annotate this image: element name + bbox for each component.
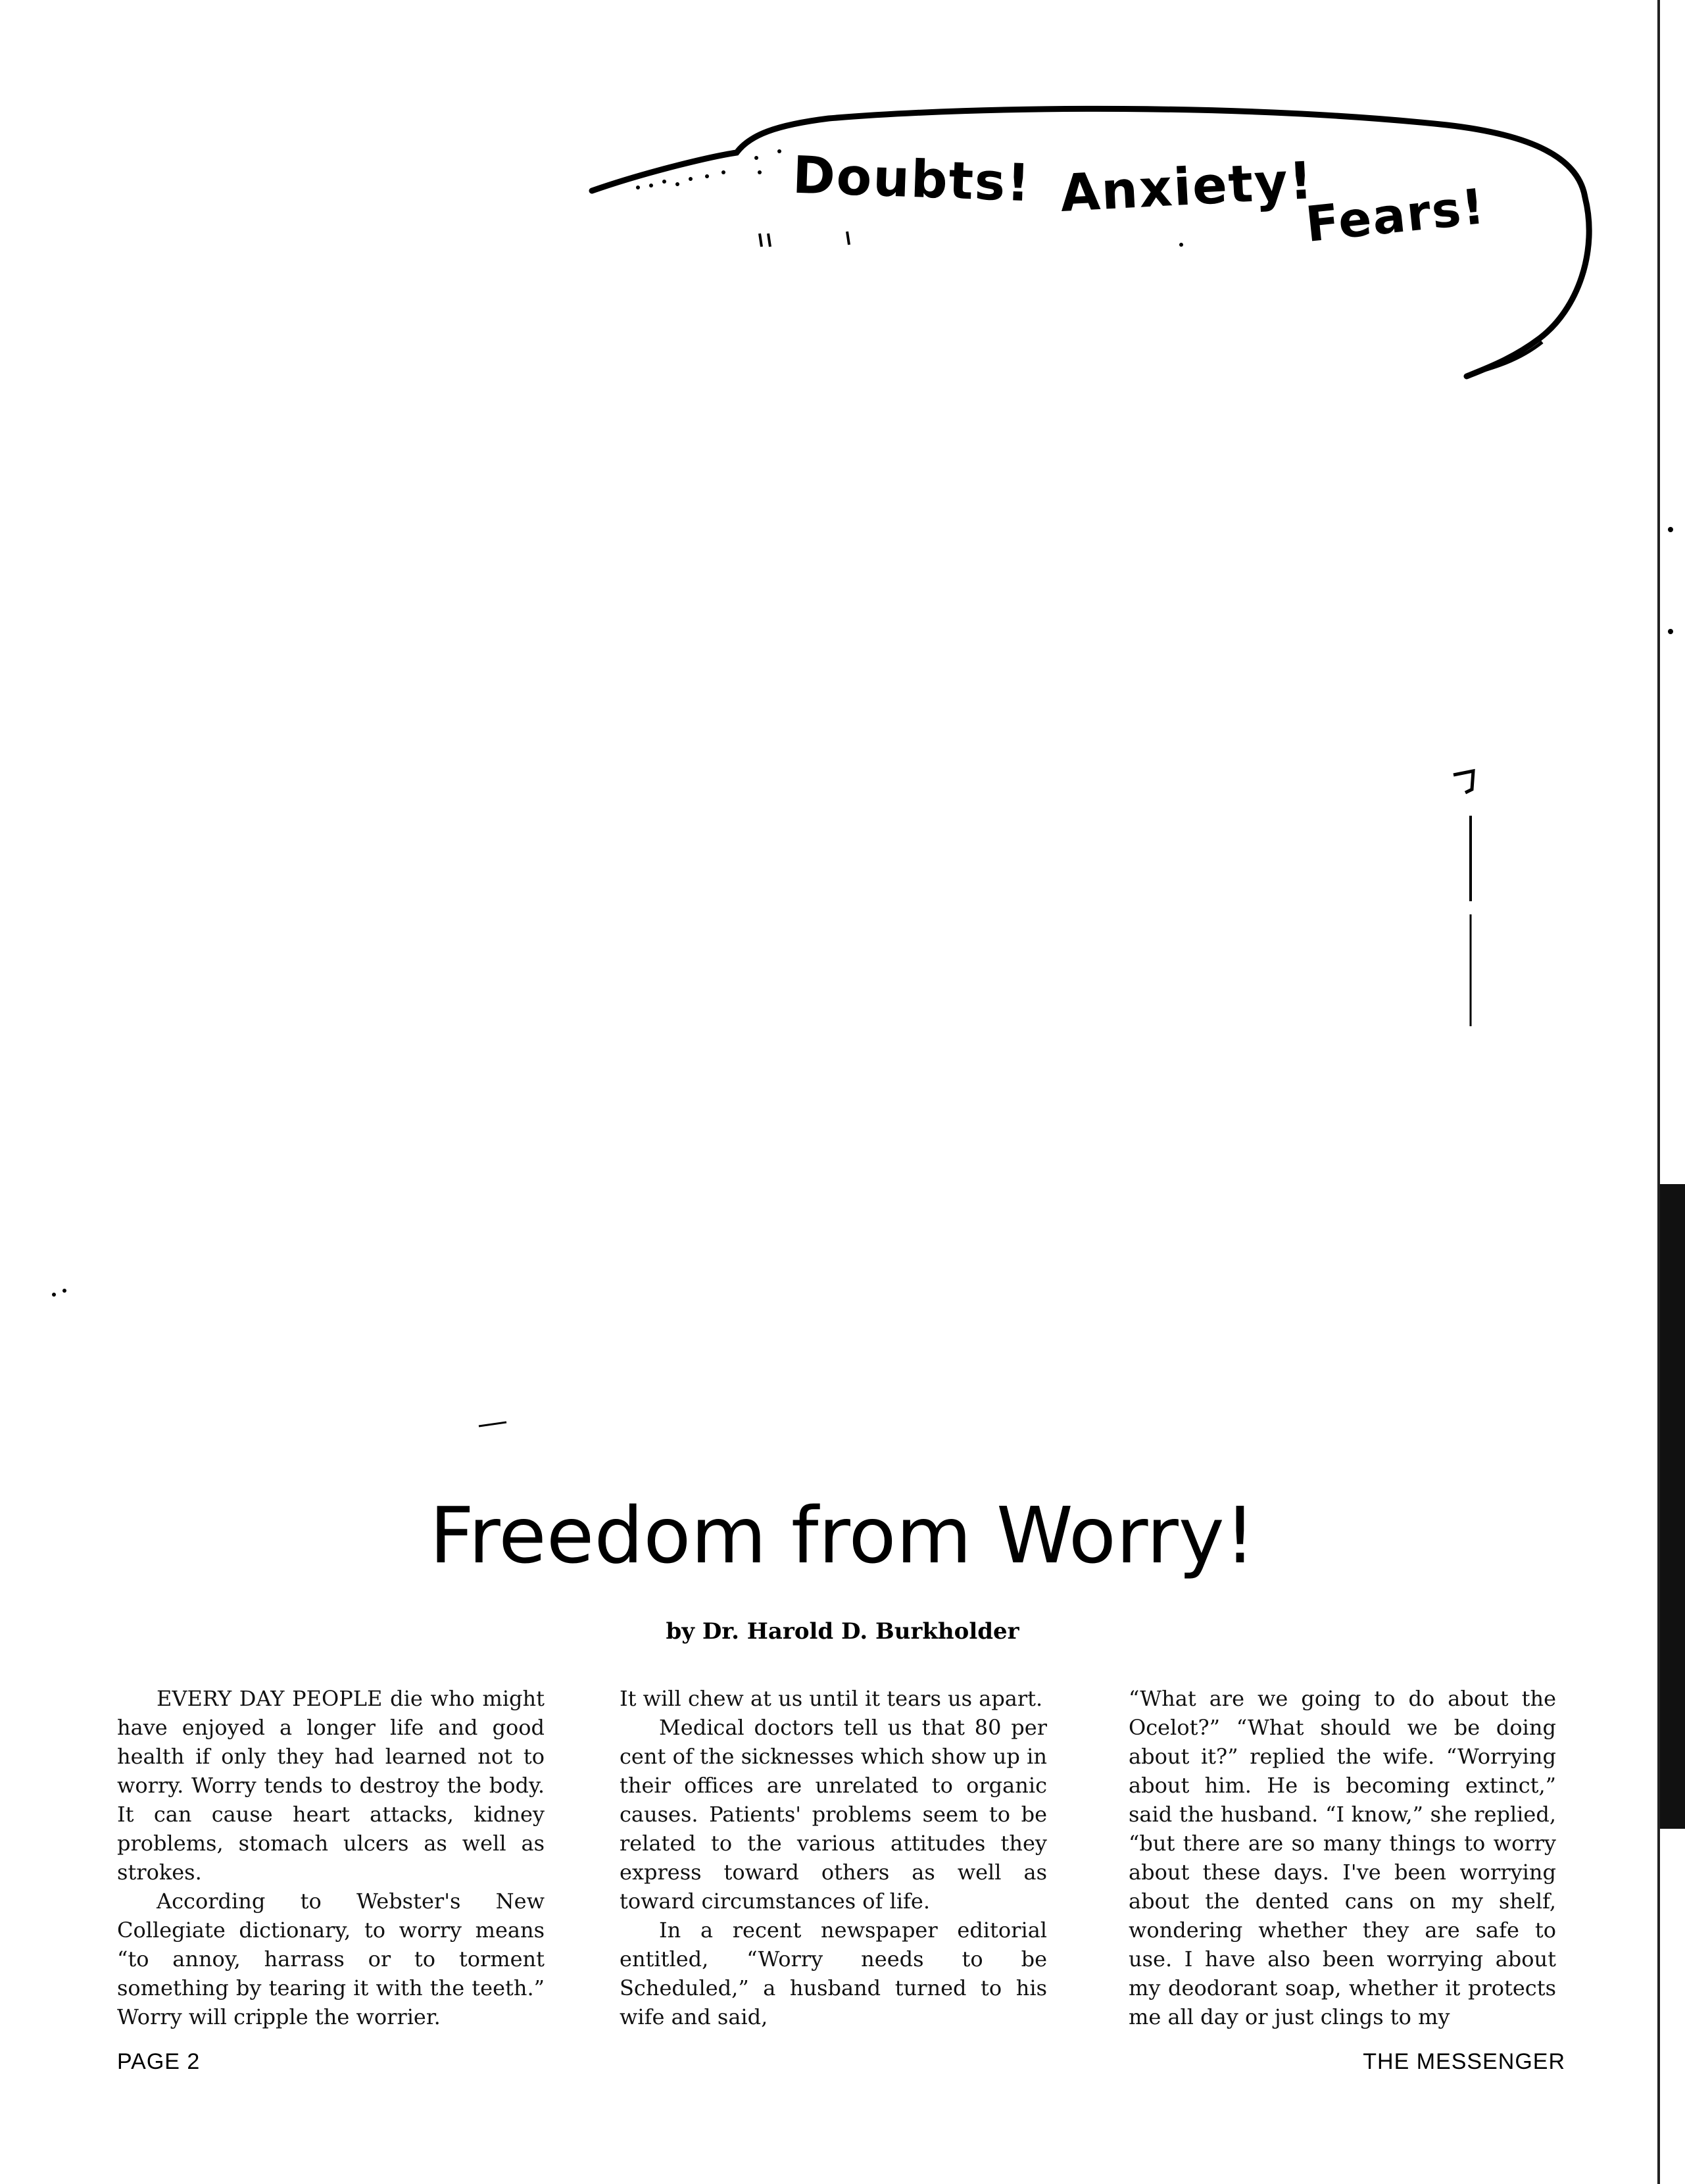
paragraph: According to Webster's New Collegiate dictionary, to worry means “to annoy, harrass or to torment something by tearing it with the teeth.” Worry will cripple the worrier. [117,1889,545,2029]
bubble-word-fears: Fears! [1303,178,1488,254]
article-byline: by Dr. Harold D. Burkholder [666,1618,1019,1645]
article-column-1 [117,1684,545,2039]
paragraph: EVERY DAY PEOPLE die who might have enjoyed a longer life and good health if only they had learned not to worry. Worry tends to destroy the body. It can cause heart attacks, kidney problems, stomach ulcers as well as strokes. [117,1686,545,1885]
article-title: Freedom from Worry! [429,1490,1256,1581]
bubble-word-anxiety: Anxiety! [1058,151,1315,224]
paragraph: “What are we going to do about the Ocelot?” “What should we be doing about it?” replied the wife. “Worrying about him. He is becoming extinct,” said the husband. “I know,” she replied, “but there are so many things to worry about these days. I've been worrying about the dented cans on my shelf, wondering whether they are safe to use. I have also been worrying about my deodorant soap, whether it protects me all day or just clings to my [1129,1686,1556,2029]
publication-name: THE MESSENGER [1363,2049,1565,2074]
paragraph: Medical doctors tell us that 80 per cent of the sicknesses which show up in their offices are unrelated to organic causes. Patients' problems seem to be related to the various attitudes they express toward others as well as toward circumstances of life. [620,1715,1047,1914]
article-column-2 [620,1684,1047,2039]
page-number: PAGE 2 [117,2049,201,2074]
paragraph: In a recent newspaper editorial entitled, “Worry needs to be Scheduled,” a husband turned to his wife and said, [620,1918,1047,2029]
bubble-word-doubts: Doubts! [791,145,1033,214]
paragraph: It will chew at us until it tears us apart. [620,1686,1043,1711]
article-column-3 [1129,1684,1556,2039]
